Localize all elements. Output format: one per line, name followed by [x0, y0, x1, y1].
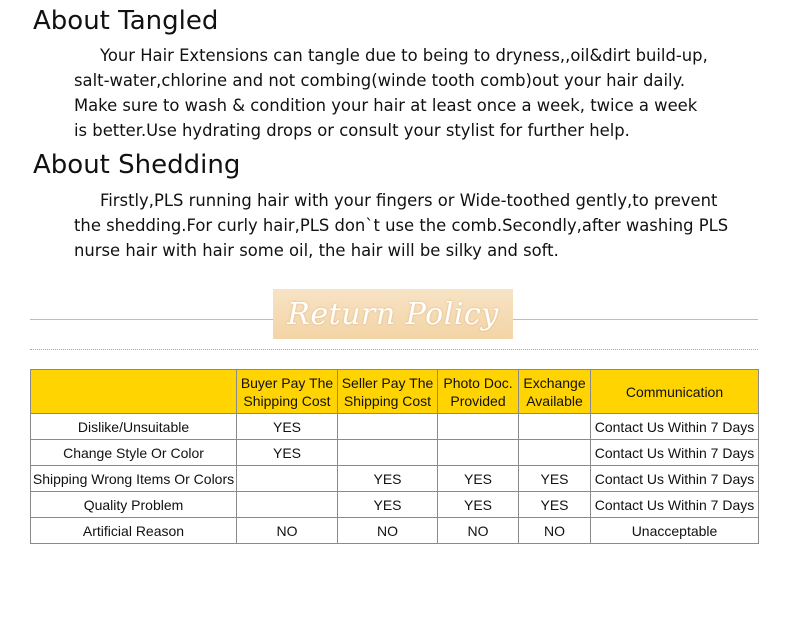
row-label: Dislike/Unsuitable	[31, 414, 237, 440]
table-cell: YES	[237, 440, 338, 466]
shedding-line: nurse hair with hair some oil, the hair will be silky and soft.	[74, 241, 559, 260]
table-cell: YES	[519, 492, 591, 518]
return-policy-table	[30, 369, 759, 544]
table-cell	[438, 440, 519, 466]
return-policy-title: Return Policy	[287, 296, 499, 332]
shedding-line: the shedding.For curly hair,PLS don`t use the comb.Secondly,after washing PLS	[74, 216, 729, 235]
table-row	[31, 466, 759, 492]
header-cell-exchange: Exchange Available	[519, 370, 591, 414]
table-cell: NO	[338, 518, 438, 544]
table-cell: NO	[237, 518, 338, 544]
table-cell: Unacceptable	[591, 518, 759, 544]
table-cell: YES	[438, 492, 519, 518]
about-tangled-heading: About Tangled	[33, 6, 219, 36]
table-cell: YES	[338, 492, 438, 518]
row-label: Shipping Wrong Items Or Colors	[31, 466, 237, 492]
table-cell	[438, 414, 519, 440]
about-shedding-heading: About Shedding	[33, 150, 241, 180]
dotted-divider	[30, 349, 758, 350]
table-cell	[338, 440, 438, 466]
table-cell	[338, 414, 438, 440]
table-cell: NO	[438, 518, 519, 544]
return-policy-banner	[273, 289, 513, 339]
about-shedding-text	[74, 188, 728, 263]
tangled-line: Your Hair Extensions can tangle due to being to dryness,,oil&dirt build-up,	[100, 46, 708, 65]
table-header-row	[31, 370, 759, 414]
table-cell	[519, 414, 591, 440]
table-row	[31, 492, 759, 518]
table-cell: YES	[519, 466, 591, 492]
row-label: Artificial Reason	[31, 518, 237, 544]
row-label: Quality Problem	[31, 492, 237, 518]
table-cell: Contact Us Within 7 Days	[591, 440, 759, 466]
header-cell-seller-pay: Seller Pay The Shipping Cost	[338, 370, 438, 414]
table-cell	[519, 440, 591, 466]
row-label: Change Style Or Color	[31, 440, 237, 466]
table-cell: YES	[237, 414, 338, 440]
table-cell: YES	[338, 466, 438, 492]
header-cell-buyer-pay: Buyer Pay The Shipping Cost	[237, 370, 338, 414]
table-cell: NO	[519, 518, 591, 544]
table-cell: Contact Us Within 7 Days	[591, 414, 759, 440]
tangled-line: Make sure to wash & condition your hair at least once a week, twice a week	[74, 96, 698, 115]
header-cell-blank	[31, 370, 237, 414]
tangled-line: salt-water,chlorine and not combing(winde tooth comb)out your hair daily.	[74, 71, 686, 90]
table-cell	[237, 466, 338, 492]
table-cell: Contact Us Within 7 Days	[591, 466, 759, 492]
header-cell-photo-doc: Photo Doc. Provided	[438, 370, 519, 414]
table-cell: YES	[438, 466, 519, 492]
tangled-line: is better.Use hydrating drops or consult your stylist for further help.	[74, 121, 630, 140]
header-cell-communication: Communication	[591, 370, 759, 414]
about-tangled-text	[74, 43, 708, 143]
table-row	[31, 414, 759, 440]
shedding-line: Firstly,PLS running hair with your fingers or Wide-toothed gently,to prevent	[100, 191, 718, 210]
table-row	[31, 518, 759, 544]
table-cell: Contact Us Within 7 Days	[591, 492, 759, 518]
table-cell	[237, 492, 338, 518]
table-row	[31, 440, 759, 466]
